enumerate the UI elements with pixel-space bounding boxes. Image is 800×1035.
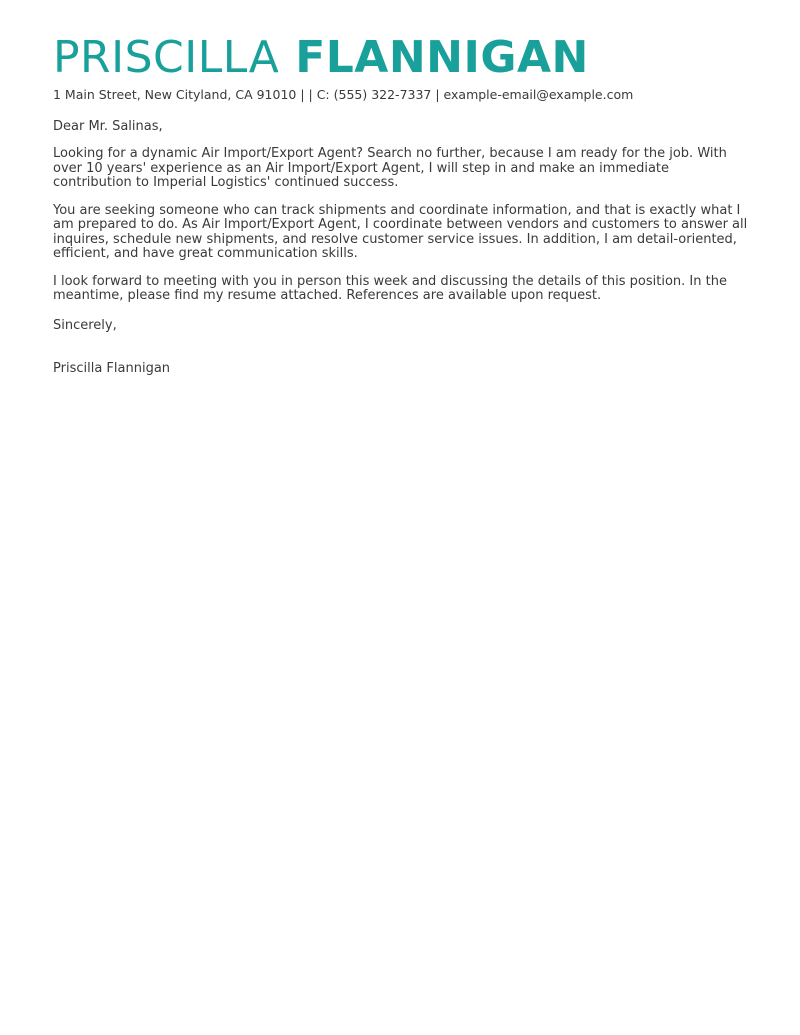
closing: Sincerely, bbox=[53, 317, 117, 333]
last-name: FLANNIGAN bbox=[295, 32, 589, 83]
signature-name: Priscilla Flannigan bbox=[53, 360, 171, 376]
body-paragraph-3: I look forward to meeting with you in person this week and discussing the details of this position. In the meantime, please find my resume attached. References are available upon request. bbox=[53, 273, 727, 303]
cover-letter-page bbox=[53, 30, 753, 376]
first-name: PRISCILLA bbox=[53, 32, 280, 83]
body-paragraph-1: Looking for a dynamic Air Import/Export Agent? Search no further, because I am ready for the job. With over 10 years' experience as an Air Import/Export Agent, I will step in and make an immediate contribution to Imperial Logistics' continued success. bbox=[53, 146, 727, 190]
applicant-name bbox=[53, 30, 753, 86]
body-paragraph-2: You are seeking someone who can track shipments and coordinate information, and that is exactly what I am prepared to do. As Air Import/Export Agent, I coordinate between vendors and customers to answer all inquires, schedule new shipments, and resolve customer service issues. In addition, I am detail-oriented, efficient, and have great communication skills. bbox=[53, 202, 748, 261]
contact-line: 1 Main Street, New Cityland, CA 91010 | | C: (555) 322-7337 | example-email@example.com bbox=[53, 87, 634, 102]
salutation: Dear Mr. Salinas, bbox=[53, 119, 163, 134]
